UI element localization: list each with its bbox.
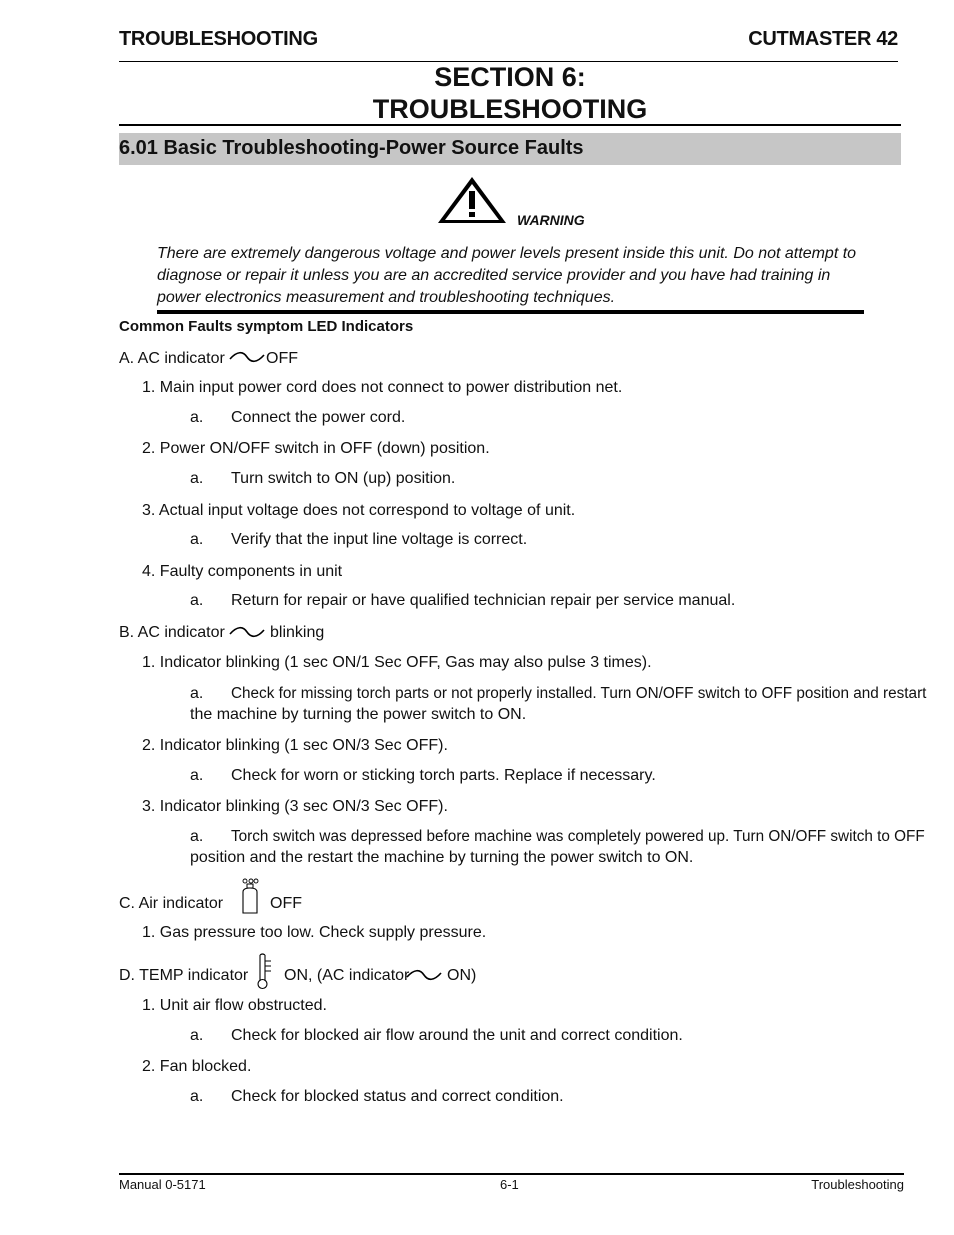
footer-rule	[119, 1173, 904, 1175]
section-title-line1: SECTION 6:	[434, 62, 586, 92]
footer-page-number: 6-1	[500, 1177, 519, 1192]
fault-d-item2: 2. Fan blocked.	[142, 1058, 252, 1075]
section-title	[119, 61, 901, 125]
fault-b-item1: 1. Indicator blinking (1 sec ON/1 Sec OFF, Gas may also pulse 3 times).	[142, 654, 652, 671]
fault-a-item2a: Turn switch to ON (up) position.	[231, 470, 456, 487]
fault-a-suffix: OFF	[266, 350, 298, 367]
fault-a-item3a: Verify that the input line voltage is correct.	[231, 531, 528, 548]
fault-a-item3a-label: a.	[190, 531, 204, 548]
fault-d-suffix: ON)	[447, 967, 477, 984]
warning-rule	[157, 310, 864, 314]
gas-cylinder-icon	[240, 878, 260, 916]
fault-b-item2: 2. Indicator blinking (1 sec ON/3 Sec OFF).	[142, 737, 448, 754]
fault-b-item3a-line2: position and the restart the machine by turning the power switch to ON.	[190, 849, 694, 866]
fault-c-prefix: C. Air indicator	[119, 895, 224, 912]
fault-a-prefix: A. AC indicator	[119, 350, 225, 367]
footer-section: Troubleshooting	[811, 1177, 904, 1192]
fault-a-item3: 3. Actual input voltage does not correspond to voltage of unit.	[142, 502, 576, 519]
fault-d-item1: 1. Unit air flow obstructed.	[142, 997, 327, 1014]
fault-a-item1a-label: a.	[190, 409, 204, 426]
thermometer-icon	[255, 953, 275, 991]
fault-b-item3a-line1: Torch switch was depressed before machine was completely powered up. Turn ON/OFF switch to OFF	[231, 828, 925, 845]
subsection-bar	[119, 133, 901, 165]
fault-c-item1: 1. Gas pressure too low. Check supply pressure.	[142, 924, 487, 941]
fault-b-item1a-line1: Check for missing torch parts or not properly installed. Turn ON/OFF switch to OFF position and restart	[231, 685, 927, 702]
ac-wave-icon	[229, 625, 265, 639]
fault-b-item3: 3. Indicator blinking (3 sec ON/3 Sec OFF).	[142, 798, 448, 815]
header-left: TROUBLESHOOTING	[119, 28, 318, 50]
fault-a-item4a: Return for repair or have qualified technician repair per service manual.	[231, 592, 736, 609]
fault-d-item2a: Check for blocked status and correct condition.	[231, 1088, 564, 1105]
fault-b-item2a: Check for worn or sticking torch parts. Replace if necessary.	[231, 767, 656, 784]
fault-a-item1a: Connect the power cord.	[231, 409, 406, 426]
fault-b-item2a-label: a.	[190, 767, 204, 784]
warning-text: There are extremely dangerous voltage and power levels present inside this unit. Do not attempt to diagnose or repair it unless you are an accredited service provider and you have had training in power electronics measurement and troubleshooting techniques.	[157, 245, 857, 306]
fault-d-middle: ON, (AC indicator	[284, 967, 410, 984]
common-faults-heading: Common Faults symptom LED Indicators	[119, 318, 414, 335]
fault-a-item4: 4. Faulty components in unit	[142, 563, 343, 580]
fault-a-item2: 2. Power ON/OFF switch in OFF (down) position.	[142, 440, 490, 457]
warning-triangle-icon	[436, 175, 508, 225]
ac-wave-icon	[229, 350, 265, 364]
header-right: CUTMASTER 42	[748, 28, 898, 50]
fault-a-item4a-label: a.	[190, 592, 204, 609]
footer-manual: Manual 0-5171	[119, 1177, 206, 1192]
fault-c-suffix: OFF	[270, 895, 302, 912]
ac-wave-icon	[406, 968, 442, 982]
fault-b-item3a-label: a.	[190, 828, 204, 845]
fault-b-prefix: B. AC indicator	[119, 624, 225, 641]
subsection-title: 6.01 Basic Troubleshooting-Power Source Faults	[119, 137, 584, 159]
section-rule	[119, 124, 901, 126]
fault-b-item1a-line2: the machine by turning the power switch to ON.	[190, 706, 527, 723]
fault-b-item1a-label: a.	[190, 685, 204, 702]
fault-d-item1a-label: a.	[190, 1027, 204, 1044]
fault-a-item1: 1. Main input power cord does not connect to power distribution net.	[142, 379, 623, 396]
fault-d-item2a-label: a.	[190, 1088, 204, 1105]
fault-d-prefix: D. TEMP indicator	[119, 967, 249, 984]
fault-d-item1a: Check for blocked air flow around the unit and correct condition.	[231, 1027, 683, 1044]
section-title-line2: TROUBLESHOOTING	[372, 94, 648, 124]
fault-b-suffix: blinking	[270, 624, 325, 641]
warning-label: WARNING	[517, 212, 585, 228]
fault-a-item2a-label: a.	[190, 470, 204, 487]
